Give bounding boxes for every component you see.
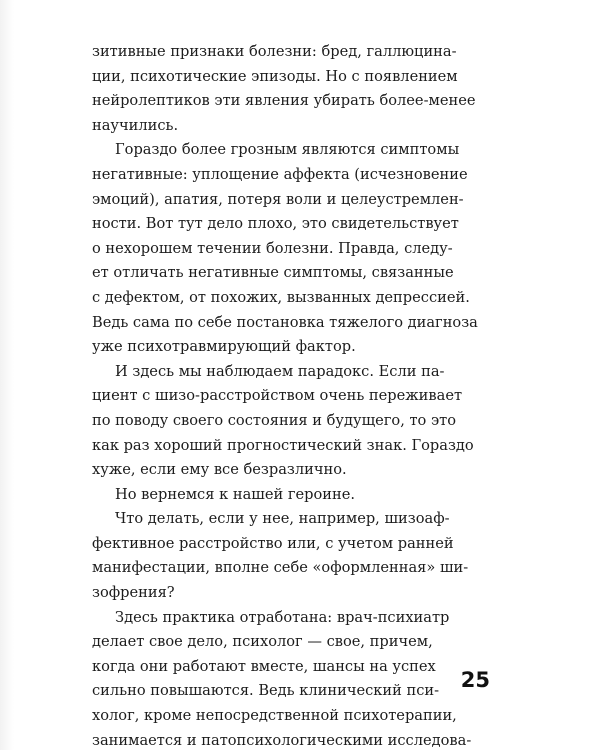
paragraph <box>92 606 490 753</box>
text-line: ции, психотические эпизоды. Но с появлением <box>92 67 458 85</box>
text-line: уже психотравмирующий фактор. <box>92 338 356 356</box>
text-line: Что делать, если у нее, например, шизоаф- <box>115 510 450 528</box>
text-line: ности. Вот тут дело плохо, это свидетельствует <box>92 215 459 233</box>
paragraph <box>92 138 490 359</box>
text-line: Но вернемся к нашей героине. <box>115 485 355 503</box>
page-number: 25 <box>460 668 490 692</box>
page-binding-shadow <box>0 0 14 750</box>
text-line: Здесь практика отработана: врач-психиатр <box>115 608 450 626</box>
paragraph-continued <box>92 40 490 138</box>
text-line: Ведь сама по себе постановка тяжелого диагноза <box>92 313 478 331</box>
text-line: хуже, если ему все безразлично. <box>92 461 347 479</box>
text-line: Гораздо более грозным являются симптомы <box>115 141 460 159</box>
paragraph <box>92 360 490 483</box>
paragraph <box>92 507 490 605</box>
paragraph <box>92 483 490 508</box>
text-line: нейролептиков эти явления убирать более-менее <box>92 92 476 110</box>
text-line: И здесь мы наблюдаем парадокс. Если па- <box>115 362 445 380</box>
text-line: негативные: уплощение аффекта (исчезновение <box>92 165 468 183</box>
text-line: холог, кроме непосредственной психотерапии, <box>92 707 457 725</box>
text-line: делает свое дело, психолог — свое, причем, <box>92 633 433 651</box>
text-line: по поводу своего состояния и будущего, то это <box>92 411 457 429</box>
text-line: ет отличать негативные симптомы, связанные <box>92 264 454 282</box>
text-line: фективное расстройство или, с учетом ранней <box>92 534 454 552</box>
text-line: занимается и патопсихологическими исследова- <box>92 731 472 749</box>
text-line: зитивные признаки болезни: бред, галлюцина- <box>92 43 457 60</box>
text-line: научились. <box>92 116 179 134</box>
text-line: о нехорошем течении болезни. Правда, следу- <box>92 239 453 257</box>
text-line: эмоций), апатия, потеря воли и целеустремлен- <box>92 190 464 208</box>
text-line: зофрения? <box>92 584 175 602</box>
text-line: циент с шизо-расстройством очень переживает <box>92 387 463 405</box>
text-line: как раз хороший прогностический знак. Гораздо <box>92 436 474 454</box>
text-line: с дефектом, от похожих, вызванных депрессией. <box>92 288 470 306</box>
body-text <box>92 40 490 753</box>
text-line: когда они работают вместе, шансы на успех <box>92 657 436 675</box>
text-line: сильно повышаются. Ведь клинический пси- <box>92 682 440 700</box>
text-line: манифестации, вполне себе «оформленная» ши- <box>92 559 469 577</box>
